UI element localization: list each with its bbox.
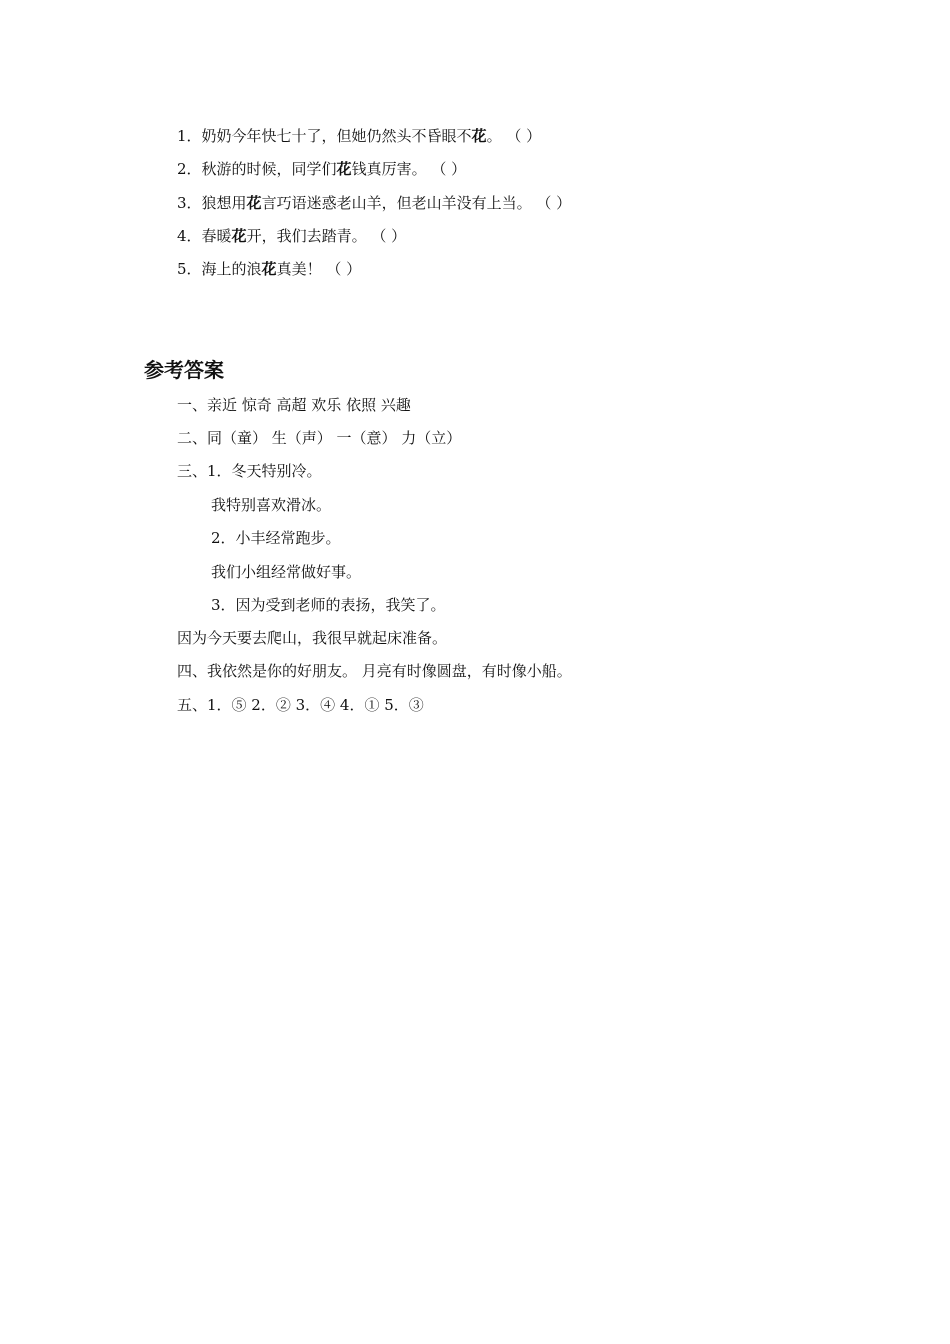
- question-4-highlight: 花: [231, 227, 247, 245]
- question-1-highlight: 花: [471, 127, 487, 145]
- answer-line-10: 五、1．⑤ 2．② 3．④ 4．① 5．③: [177, 696, 424, 714]
- answer-line-5: 2．小丰经常跑步。: [211, 529, 341, 547]
- answer-line-9: 四、我依然是你的好朋友。 月亮有时像圆盘，有时像小船。: [177, 662, 572, 680]
- question-5-post: 真美！ （ ）: [276, 260, 362, 278]
- question-5-highlight: 花: [261, 260, 277, 278]
- question-1-pre: 1．奶奶今年快七十了，但她仍然头不昏眼不: [177, 127, 472, 145]
- question-3-pre: 3．狼想用: [177, 194, 247, 212]
- question-3-post: 言巧语迷惑老山羊，但老山羊没有上当。 （ ）: [261, 194, 572, 212]
- answer-line-8: 因为今天要去爬山，我很早就起床准备。: [177, 629, 448, 647]
- answer-line-4: 我特别喜欢滑冰。: [211, 496, 332, 514]
- answers-title: 参考答案: [144, 358, 224, 382]
- answer-line-6: 我们小组经常做好事。: [211, 563, 362, 581]
- question-3-highlight: 花: [246, 194, 262, 212]
- answer-line-3: 三、1．冬天特别冷。: [177, 462, 322, 480]
- answer-line-7: 3．因为受到老师的表扬，我笑了。: [211, 596, 446, 614]
- answer-line-2: 二、同（童） 生（声） 一（意） 力（立）: [177, 429, 462, 447]
- answer-line-1: 一、亲近 惊奇 高超 欢乐 依照 兴趣: [177, 396, 411, 414]
- question-2-post: 钱真厉害。 （ ）: [351, 160, 467, 178]
- question-4: [177, 226, 406, 246]
- question-2-highlight: 花: [336, 160, 352, 178]
- question-2-pre: 2．秋游的时候，同学们: [177, 160, 337, 178]
- question-3: [177, 193, 571, 213]
- question-4-post: 开，我们去踏青。 （ ）: [246, 227, 407, 245]
- question-5: [177, 259, 361, 279]
- question-5-pre: 5．海上的浪: [177, 260, 262, 278]
- question-4-pre: 4．春暖: [177, 227, 232, 245]
- question-2: [177, 159, 466, 179]
- question-1-post: 。 （ ）: [486, 127, 542, 145]
- question-1: [177, 126, 541, 146]
